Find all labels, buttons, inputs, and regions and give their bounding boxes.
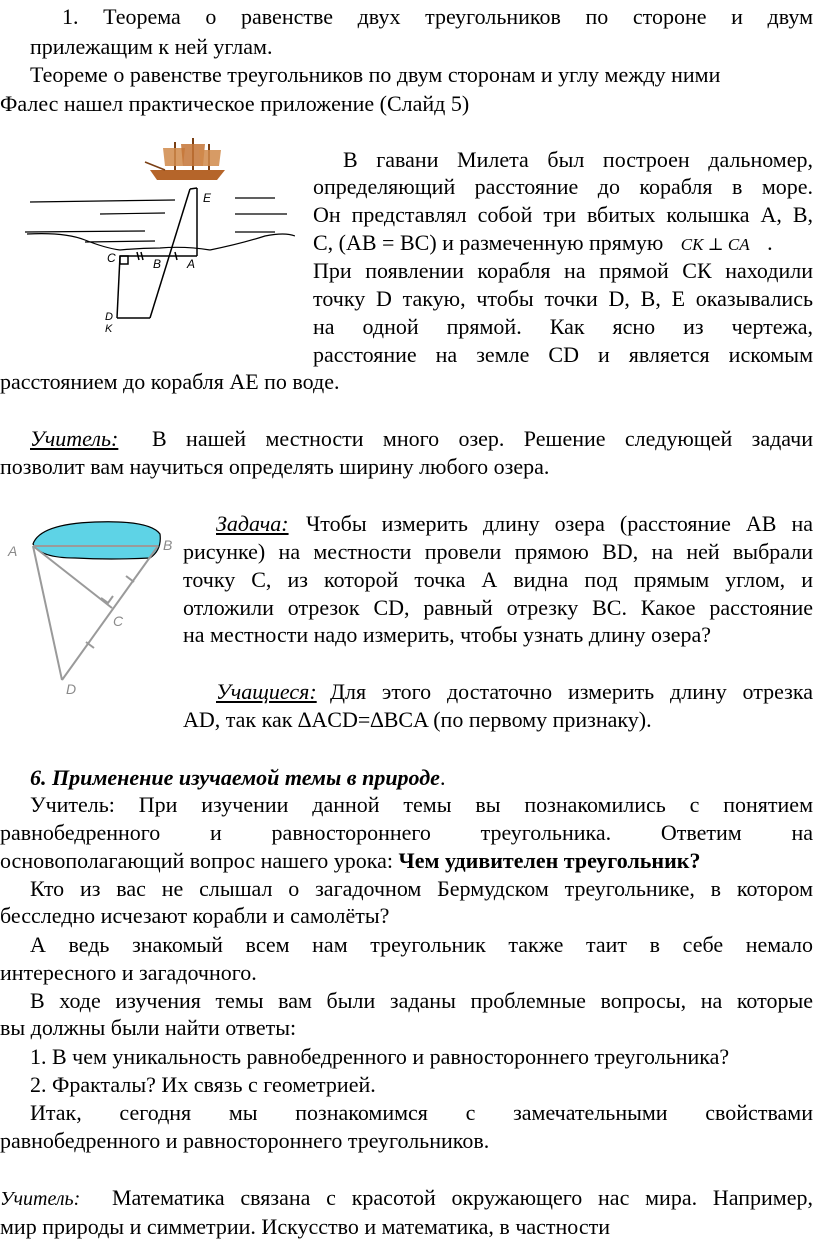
section6-line3 [0, 846, 700, 876]
section6-line12: Итак, сегодня мы познакомимся с замечательными свойствами [30, 1100, 813, 1125]
rangefinder-text-line6: точку D такую, чтобы точки D, B, E оказывались [313, 286, 813, 311]
section6-line9: вы должны были найти ответы: [0, 1015, 297, 1040]
theorem-heading-line2: прилежащим к ней углам. [30, 34, 273, 59]
section6-heading: 6. Применение изучаемой темы в природе [30, 765, 440, 790]
point-b-label: B [153, 257, 162, 271]
section6-heading-line [30, 763, 445, 793]
students-text1: Для этого достаточно измерить длину отрезка [330, 679, 813, 704]
lake-shape [33, 522, 160, 559]
task-line1 [216, 509, 813, 539]
rangefinder-text-line5: При появлении корабля на прямой СК находили [313, 258, 813, 283]
lake-figure [0, 518, 190, 698]
rangefinder-text-line3: Он представлял собой три вбитых колышка А, В, [313, 202, 813, 227]
task-text1: Чтобы измерить длину озера (расстояние АВ на [306, 511, 813, 536]
rangefinder-text-line4-end: . [767, 230, 773, 255]
teacher-paragraph-text1: В нашей местности много озер. Решение следующей задачи [152, 426, 813, 451]
task-line4: отложили отрезок CD, равный отрезку ВС. Какое расстояние [183, 595, 813, 620]
teacher2-line2: мир природы и симметрии. Искусство и математика, в частности [0, 1214, 611, 1239]
intro-line2: Фалес нашел практическое приложение (Слайд 5) [0, 91, 470, 116]
teacher2-label: Учитель: [0, 1188, 81, 1210]
task-label: Задача: [216, 511, 289, 536]
section6-line3-text: основополагающий вопрос нашего урока: [0, 848, 394, 873]
section6-line5: бесследно исчезают корабли и самолёты? [0, 903, 390, 928]
rangefinder-text-line1: В гавани Милета был построен дальномер, [343, 147, 813, 172]
students-line2: AD, так как ∆ACD=∆BCA (по первому признаку). [183, 707, 652, 732]
section6-line4: Кто из вас не слышал о загадочном Бермудском треугольнике, в котором [30, 876, 813, 901]
students-line1 [216, 677, 813, 707]
students-label: Учащиеся: [216, 679, 317, 704]
teacher2-text1: Математика связана с красотой окружающего нас мира. Например, [112, 1185, 813, 1210]
point-a-label: A [187, 257, 196, 271]
teacher-paragraph-line1 [30, 424, 813, 454]
perpendicular-formula: CK ⊥ CA [680, 235, 750, 254]
question-item-2: 2. Фракталы? Их связь с геометрией. [30, 1072, 376, 1097]
lake-point-a-label: A [8, 543, 18, 559]
rangefinder-text-line4 [313, 228, 773, 258]
section6-line7: интересного и загадочного. [0, 960, 257, 985]
rangefinder-figure [25, 136, 295, 336]
section6-line2: равнобедренного и равностороннего треугольника. Ответим на [0, 820, 813, 845]
point-c-label: C [107, 251, 116, 265]
section6-line6: А ведь знакомый всем нам треугольник также таит в себе немало [30, 932, 813, 957]
section6-line8: В ходе изучения темы вам были заданы проблемные вопросы, на которые [30, 988, 813, 1013]
rangefinder-text-line8: расстояние на земле CD и является искомым [313, 342, 813, 367]
point-k-label: K [105, 323, 113, 335]
ship-icon [145, 138, 225, 180]
teacher-label: Учитель: [30, 426, 119, 451]
rangefinder-text-line7: на одной прямой. Как ясно из чертежа, [313, 314, 813, 339]
teacher2-line1 [0, 1183, 813, 1213]
section6-key-question: Чем удивителен треугольник? [398, 848, 701, 873]
rangefinder-text-line9: расстоянием до корабля AE по воде. [0, 369, 340, 394]
task-line5: на местности надо измерить, чтобы узнать длину озера? [183, 622, 711, 647]
theorem-heading-line1: 1. Теорема о равенстве двух треугольников по стороне и двум [62, 4, 813, 29]
task-line2: рисунке) на местности провели прямою BD, на ней выбрали [183, 539, 813, 564]
question-item-1: 1. В чем уникальность равнобедренного и равностороннего треугольника? [30, 1044, 730, 1069]
point-e-label: E [203, 191, 212, 205]
section6-line1: Учитель: При изучении данной темы вы познакомились с понятием [30, 792, 813, 817]
task-line3: точку С, из которой точка А видна под прямым углом, и [183, 567, 813, 592]
point-d-label: D [105, 311, 113, 323]
teacher-paragraph-line2: позволит вам научиться определять ширину любого озера. [0, 454, 550, 479]
lake-point-c-label: C [113, 613, 124, 629]
section6-line13: равнобедренного и равностороннего треугольников. [0, 1128, 490, 1153]
lake-point-d-label: D [66, 681, 77, 697]
lake-point-b-label: B [163, 537, 173, 553]
section6-heading-dot: . [439, 765, 446, 790]
intro-line1: Теореме о равенстве треугольников по двум сторонам и углу между ними [30, 62, 721, 87]
rangefinder-text-line2: определяющий расстояние до корабля в море. [313, 174, 813, 199]
rangefinder-text-line4-start: С, (АВ = ВС) и размеченную прямую [313, 230, 664, 255]
